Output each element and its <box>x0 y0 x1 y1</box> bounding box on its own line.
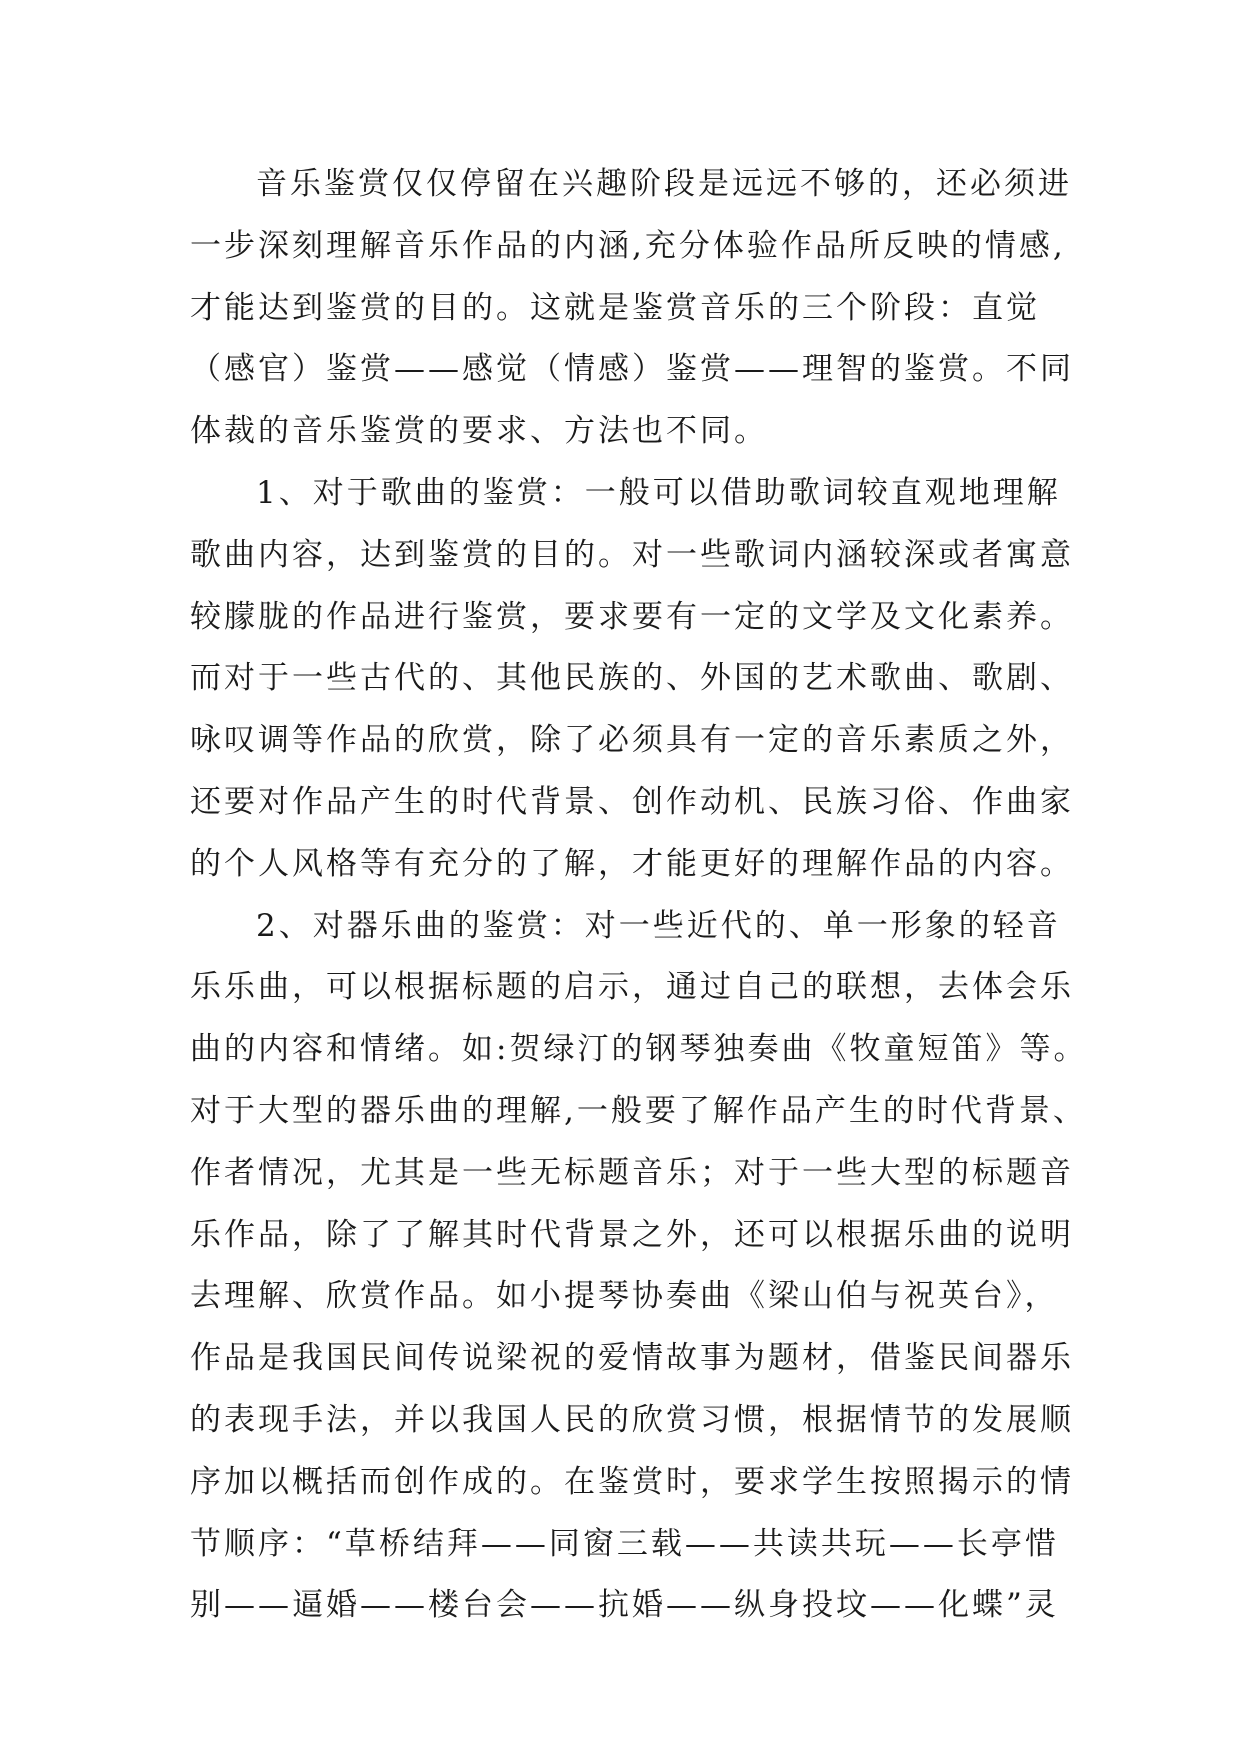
paragraph-1-line-2: 一步深刻理解音乐作品的内涵,充分体验作品所反映的情感, <box>190 227 1066 264</box>
paragraph-3-line-1: 2、对器乐曲的鉴赏：对一些近代的、单一形象的轻音 <box>256 907 1061 944</box>
paragraph-1-line-4: （感官）鉴赏——感觉（情感）鉴赏——理智的鉴赏。不同 <box>190 351 1074 388</box>
paragraph-2-line-2: 歌曲内容，达到鉴赏的目的。对一些歌词内涵较深或者寓意 <box>190 536 1074 573</box>
paragraph-1-line-5: 体裁的音乐鉴赏的要求、方法也不同。 <box>190 413 768 450</box>
paragraph-2-line-5: 咏叹调等作品的欣赏，除了必须具有一定的音乐素质之外， <box>190 722 1074 759</box>
paragraph-3-line-12: 别——逼婚——楼台会——抗婚——纵身投坟——化蝶”灵 <box>190 1587 1059 1624</box>
paragraph-1-line-3: 才能达到鉴赏的目的。这就是鉴赏音乐的三个阶段：直觉 <box>190 289 1040 326</box>
paragraph-2-line-7: 的个人风格等有充分的了解，才能更好的理解作品的内容。 <box>190 845 1074 882</box>
paragraph-3-line-3: 曲的内容和情绪。如:贺绿汀的钢琴独奏曲《牧童短笛》等。 <box>190 1031 1088 1068</box>
body-text <box>190 154 1088 1637</box>
paragraph-1-line-1: 音乐鉴赏仅仅停留在兴趣阶段是远远不够的，还必须进 <box>256 166 1072 202</box>
paragraph-2-line-3: 较朦胧的作品进行鉴赏，要求要有一定的文学及文化素养。 <box>190 598 1074 635</box>
paragraph-2-line-1: 1、对于歌曲的鉴赏：一般可以借助歌词较直观地理解 <box>256 474 1061 511</box>
paragraph-3-line-8: 作品是我国民间传说梁祝的爱情故事为题材，借鉴民间器乐 <box>190 1340 1074 1377</box>
paragraph-3-line-9: 的表现手法，并以我国人民的欣赏习惯，根据情节的发展顺 <box>190 1401 1074 1438</box>
paragraph-2-line-4: 而对于一些古代的、其他民族的、外国的艺术歌曲、歌剧、 <box>190 660 1074 697</box>
paragraph-3-line-7: 去理解、欣赏作品。如小提琴协奏曲《梁山伯与祝英台》， <box>190 1278 1059 1315</box>
paragraph-3-line-10: 序加以概括而创作成的。在鉴赏时，要求学生按照揭示的情 <box>190 1463 1074 1500</box>
paragraph-3-line-2: 乐乐曲，可以根据标题的启示，通过自己的联想，去体会乐 <box>190 969 1074 1006</box>
paragraph-3-line-5: 作者情况，尤其是一些无标题音乐；对于一些大型的标题音 <box>190 1154 1074 1191</box>
paragraph-3-line-11: 节顺序：“草桥结拜——同窗三载——共读共玩——长亭惜 <box>190 1525 1059 1562</box>
paragraph-2-line-6: 还要对作品产生的时代背景、创作动机、民族习俗、作曲家 <box>190 783 1074 820</box>
paragraph-3-line-6: 乐作品，除了了解其时代背景之外，还可以根据乐曲的说明 <box>190 1216 1074 1253</box>
paragraph-3-line-4: 对于大型的器乐曲的理解,一般要了解作品产生的时代背景、 <box>190 1092 1087 1129</box>
